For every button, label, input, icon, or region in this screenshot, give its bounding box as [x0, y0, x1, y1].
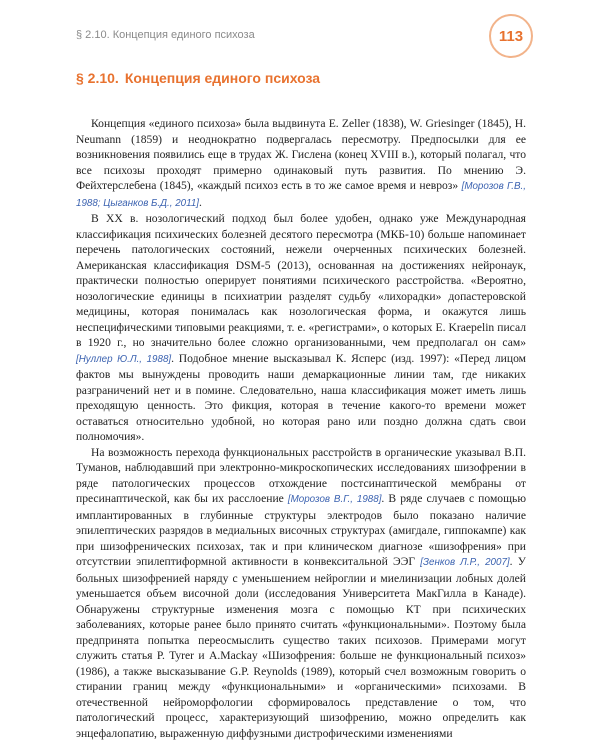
paragraph-3 — [76, 445, 526, 742]
paragraph-text: . У больных шизофренией наряду с уменьшением нейроглии и миелинизации лобных долей уменьшается объем височной доли (исследования Университета МакГилла в Канаде). Обнаружены структурные изменения мозга с помощью КТ при психических заболеваниях, которые ранее было принято считать «функциональными». Поэтому была предпринята попытка переосмыслить существо таких психозов. Примерами могут служить статья P. Tyrer и A.Mackay «Шизофрения: больше не функциональный психоз» (1986), а также высказывание G.P. Reynolds (1989), который счел возможным говорить о стирании границ между «функциональными» и «органическими» психозами. В отечественной нейроморфологии сформировалось представление о том, что патологический процесс, характеризующий шизофрению, можно определить как энцефалопатию, выраженную диффузными дистрофическими изменениями — [76, 555, 526, 740]
paragraph-1 — [76, 116, 526, 211]
section-title-text: Концепция единого психоза — [124, 70, 321, 86]
paragraph-text: На возможность перехода функциональных расстройств в органические указывал В.П. Туманов, наблюдавший при электронно-микроскопических исследованиях шизофрении в ряде патологических процессов отхождение постсинаптической мембраны от пресинаптической, как бы их расслоение — [76, 445, 526, 505]
paragraph-text: . В ряде случаев с помощью имплантированных в глубинные структуры электродов было показано наличие эпилептических разрядов в медиальных височных структурах (амигдале, гиппокампе) как при шизофренических психозах, так и при клиническом диагнозе «шизофрения» при отсутствии эпилептиформной активности в конвекситальной ЭЭГ — [76, 492, 526, 568]
section-title — [76, 70, 320, 86]
section-number: § 2.10. — [76, 70, 119, 86]
paragraph-text: . — [199, 195, 202, 209]
paragraph-text: . Подобное мнение высказывал К. Ясперс (изд. 1997): «Перед лицом фактов мы вынуждены проводить наши демаркационные линии там, где никаких разграничений нет и в помине. Следовательно, наша классификация может иметь лишь преходящую ценность. Это фикция, которая в течение какого-то времени может оставаться относительно удобной, но которая рано или поздно должна сдать свои полномочия». — [76, 351, 526, 443]
page-number-badge — [489, 14, 533, 58]
paragraph-2 — [76, 211, 526, 445]
citation-link[interactable]: [Морозов В.Г., 1988] — [287, 494, 382, 505]
page-number: 113 — [498, 27, 524, 45]
citation-link[interactable]: [Морозов Г.В., 1988; Цыганков Б.Д., 2011] — [76, 181, 526, 209]
paragraph-text: В XX в. нозологический подход был более удобен, однако уже Международная классификация психических болезней десятого пересмотра (МКБ-10) больше напоминает перечень патологических состояний, нежели очерченных психических болезней. Американская классификация DSM-5 (2013), основанная на достижениях нейронаук, практически полностью оперирует понятиями психического расстройства. «Вероятно, нозологические единицы в психиатрии разделят судьбу «лихорадки» допастеровской медицины, которая понималась как нозологическая форма, и окажутся лишь неспецифическими типовыми реакциями, т. е. «регистрами», о которых E. Kraepelin писал в 1920 г., но значительно более сложно организованными, чем предполагал он сам» — [76, 212, 526, 349]
citation-link[interactable]: [Нуллер Ю.Л., 1988] — [76, 353, 172, 365]
body-text — [76, 116, 526, 741]
paragraph-text: Концепция «единого психоза» была выдвинута E. Zeller (1838), W. Griesinger (1845), H. Neumann (1859) и неоднократно подвергалась пересмотру. Предпосылки для ее возникновения появились еще в трудах Ж. Гислена (конец XVIII в.), который полагал, что все психозы проходят примерно одинаковый путь развития. По мнению Э. Фейхтерслебена (1845), «каждый психоз есть в то же самое время и невроз» — [76, 117, 526, 192]
running-head: § 2.10. Концепция единого психоза — [76, 29, 255, 41]
citation-link[interactable]: [Зенков Л.Р., 2007] — [420, 557, 510, 568]
